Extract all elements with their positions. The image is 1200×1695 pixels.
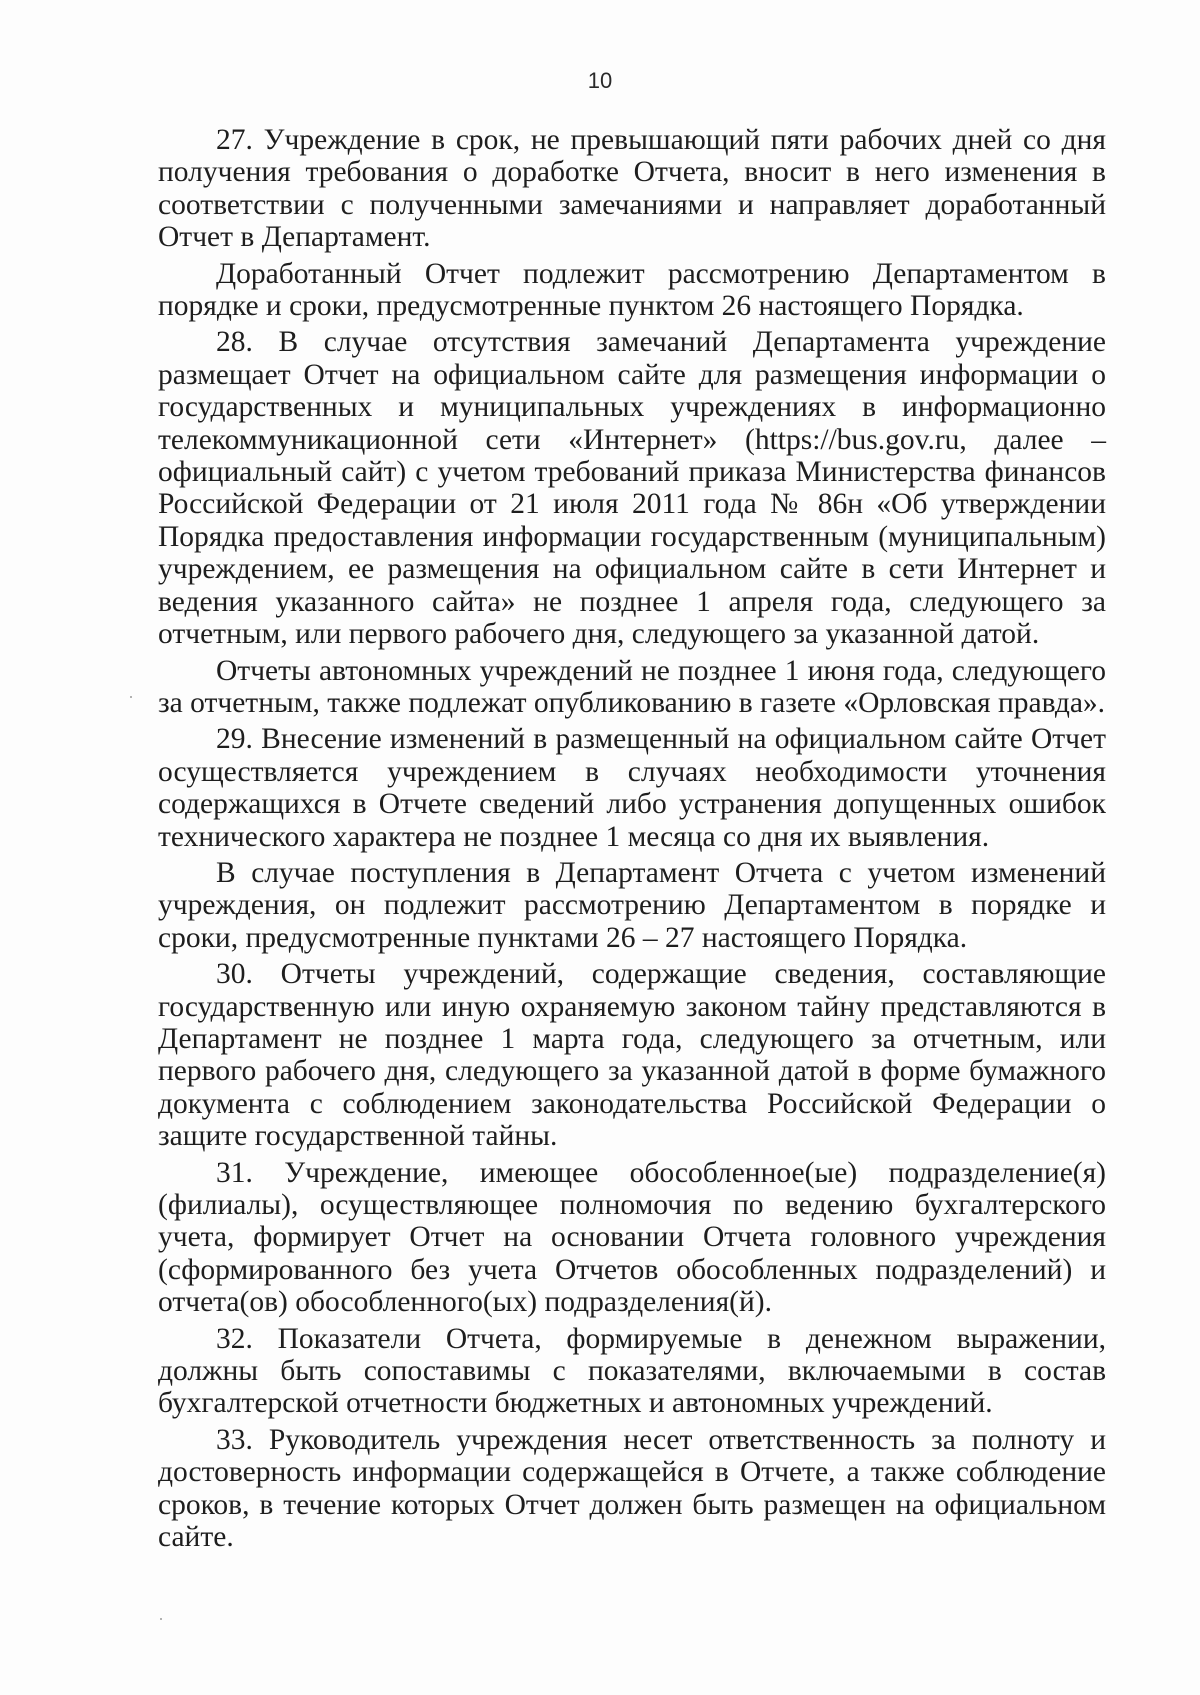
paragraph-27: 27. Учреждение в срок, не превышающий пяти рабочих дней со дня получения требования о доработке Отчета, вносит в него изменения в соответствии с полученными замечаниями и направляет доработанный Отчет в Департамент. — [158, 124, 1106, 254]
document-body — [158, 124, 1106, 1557]
scan-speck — [130, 696, 132, 698]
paragraph-31: 31. Учреждение, имеющее обособленное(ые) подразделение(я) (филиалы), осуществляющее полномочия по ведению бухгалтерского учета, формирует Отчет на основании Отчета головного учреждения (сформированного без учета Отчетов обособленных подразделений) и отчета(ов) обособленного(ых) подразделения(й). — [158, 1156, 1106, 1319]
paragraph-29: 29. Внесение изменений в размещенный на официальном сайте Отчет осуществляется учреждением в случаях необходимости уточнения содержащихся в Отчете сведений либо устранения допущенных ошибок технического характера не позднее 1 месяца со дня их выявления. — [158, 723, 1106, 853]
paragraph-32: 32. Показатели Отчета, формируемые в денежном выражении, должны быть сопоставимы с показателями, включаемыми в состав бухгалтерской отчетности бюджетных и автономных учреждений. — [158, 1322, 1106, 1420]
paragraph-30: 30. Отчеты учреждений, содержащие сведения, составляющие государственную или иную охраняемую законом тайну представляются в Департамент не позднее 1 марта года, следующего за отчетным, или первого рабочего дня, следующего за указанной датой в форме бумажного документа с соблюдением законодательства Российской Федерации о защите государственной тайны. — [158, 958, 1106, 1153]
paragraph-29-continued: В случае поступления в Департамент Отчета с учетом изменений учреждения, он подлежит рассмотрению Департаментом в порядке и сроки, предусмотренные пунктами 26 – 27 настоящего Порядка. — [158, 856, 1106, 954]
paragraph-27-continued: Доработанный Отчет подлежит рассмотрению Департаментом в порядке и сроки, предусмотренные пунктом 26 настоящего Порядка. — [158, 257, 1106, 323]
page-number: 10 — [587, 68, 613, 93]
scan-speck — [160, 1618, 162, 1620]
paragraph-28-continued: Отчеты автономных учреждений не позднее 1 июня года, следующего за отчетным, также подлежат опубликованию в газете «Орловская правда». — [158, 654, 1106, 719]
paragraph-33: 33. Руководитель учреждения несет ответственность за полноту и достоверность информации содержащейся в Отчете, а также соблюдение сроков, в течение которых Отчет должен быть размещен на официальном сайте. — [158, 1423, 1106, 1554]
paragraph-28: 28. В случае отсутствия замечаний Департамента учреждение размещает Отчет на официальном сайте для размещения информации о государственных и муниципальных учреждениях в информационно телекоммуникационной сети «Интернет» (https://bus.gov.ru, далее – официальный сайт) с учетом требований приказа Министерства финансов Российской Федерации от 21 июля 2011 года № 86н «Об утверждении Порядка предоставления информации государственным (муниципальным) учреждением, ее размещения на официальном сайте в сети Интернет и ведения указанного сайта» не позднее 1 апреля года, следующего за отчетным, или первого рабочего дня, следующего за указанной датой. — [158, 326, 1106, 651]
